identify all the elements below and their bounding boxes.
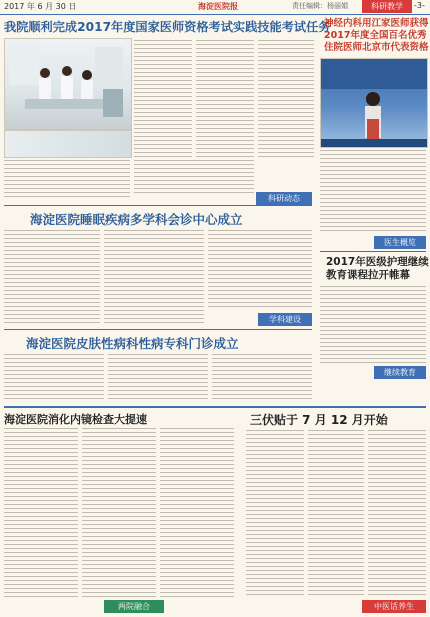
exam-tag: 科研动态 <box>256 192 312 205</box>
sleep-body-col1 <box>4 230 100 326</box>
gastro-headline: 海淀医院消化内镜检查大提速 <box>4 413 147 426</box>
education-headline <box>326 256 429 282</box>
derm-body-col3 <box>212 354 312 402</box>
divider <box>4 406 426 408</box>
exam-photo <box>4 38 132 130</box>
gastro-tag: 两院融合 <box>104 600 164 613</box>
award-tag: 医生概览 <box>374 236 426 249</box>
award-photo <box>320 58 428 148</box>
education-tag: 继续教育 <box>374 366 426 379</box>
sleep-tag: 学科建设 <box>258 313 312 326</box>
award-headline-line2: 2017年度全国百名优秀 <box>324 30 427 41</box>
paper-name: 海淀医院报 <box>198 2 238 11</box>
award-body <box>320 150 426 234</box>
sleep-body-col2 <box>104 230 204 326</box>
exam-headline: 我院顺利完成2017年度国家医师资格考试实践技能考试任务 <box>4 20 331 34</box>
exam-body-col1 <box>134 40 192 158</box>
education-body <box>320 286 426 364</box>
sanfu-body-col3 <box>368 430 426 598</box>
education-headline-line2: 教育课程拉开帷幕 <box>326 269 410 281</box>
sanfu-tag: 中医话养生 <box>362 600 426 613</box>
award-photo-scene <box>321 59 427 147</box>
derm-body-col1 <box>4 354 104 402</box>
award-headline-line3: 住院医师北京市代表资格 <box>324 42 429 53</box>
education-headline-line1: 2017年医级护理继续 <box>326 256 429 268</box>
sanfu-body-col1 <box>246 430 304 598</box>
sanfu-headline: 三伏贴于 7 月 12 月开始 <box>250 413 388 427</box>
derm-headline: 海淀医院皮肤性病科性病专科门诊成立 <box>26 336 239 351</box>
divider <box>4 205 312 206</box>
exam-photo-2 <box>4 130 132 158</box>
gastro-body-col3 <box>160 428 234 598</box>
page-number: -3- <box>414 1 425 10</box>
sleep-headline: 海淀医院睡眠疾病多学科会诊中心成立 <box>30 212 243 227</box>
exam-caption <box>4 160 130 200</box>
exam-body-col3 <box>258 40 314 158</box>
exam-body-col4 <box>134 160 254 196</box>
issue-date: 2017 年 6 月 30 日 <box>4 2 77 11</box>
award-headline-line1: 神经内科用江家医师获得 <box>324 18 429 29</box>
derm-body-col2 <box>108 354 208 402</box>
exam-body-col2 <box>196 40 254 158</box>
divider <box>320 251 426 252</box>
sanfu-body-col2 <box>308 430 364 598</box>
exam-photo-scene <box>5 39 131 129</box>
section-badge: 科研教学 <box>362 0 412 13</box>
gastro-body-col1 <box>4 428 78 598</box>
divider <box>4 329 312 330</box>
editor-credit: 责任编辑：杨丽娟 <box>292 2 348 10</box>
sleep-body-col3 <box>208 230 312 310</box>
award-headline <box>324 18 429 54</box>
gastro-body-col2 <box>82 428 156 598</box>
